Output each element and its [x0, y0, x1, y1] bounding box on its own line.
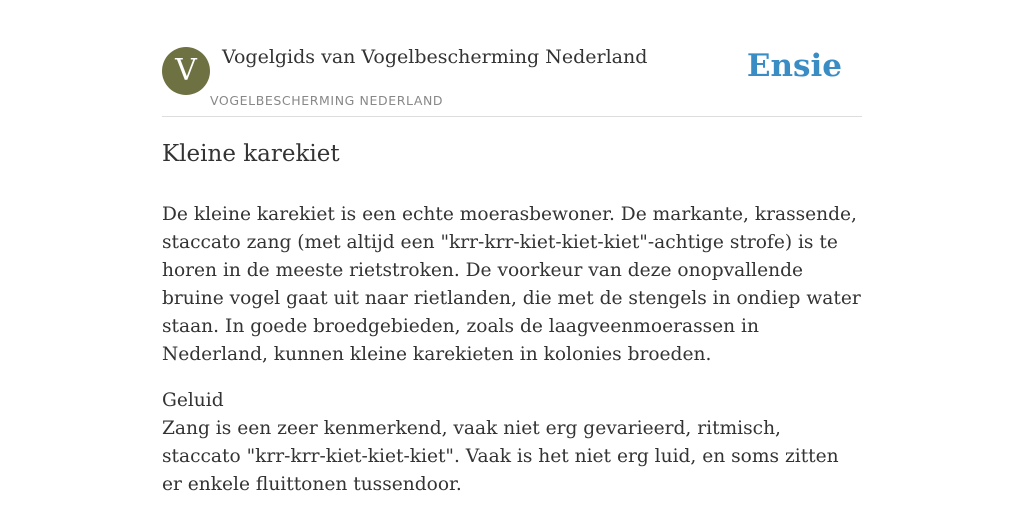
intro-paragraph: De kleine karekiet is een echte moerasbewoner. De markante, krassende, staccato zang (met altijd een "krr-krr-kiet-kiet-kiet"-achtige strofe) is te horen in de meeste rietstroken. De voorkeur van deze onopvallende bruine vogel gaat uit naar rietlanden, die met de stengels in ondiep water staan. In goede broedgebieden, zoals de laagveenmoerassen in Nederland, kunnen kleine karekieten in kolonies broeden.	[162, 204, 861, 365]
sound-paragraph: Zang is een zeer kenmerkend, vaak niet erg gevarieerd, ritmisch, staccato "krr-krr-kiet-kiet-kiet". Vaak is het niet erg luid, en soms zitten er enkele fluittonen tussendoor.	[162, 418, 839, 495]
sound-heading: Geluid	[162, 390, 224, 411]
ensie-logo[interactable]: Ensie	[746, 48, 842, 84]
article	[162, 136, 864, 512]
entry-title: Kleine karekiet	[162, 141, 340, 167]
source-subtitle[interactable]: VOGELBESCHERMING NEDERLAND	[210, 93, 444, 108]
header	[162, 0, 862, 117]
source-avatar[interactable]: V	[162, 47, 210, 95]
source-title[interactable]: Vogelgids van Vogelbescherming Nederland	[222, 46, 648, 68]
